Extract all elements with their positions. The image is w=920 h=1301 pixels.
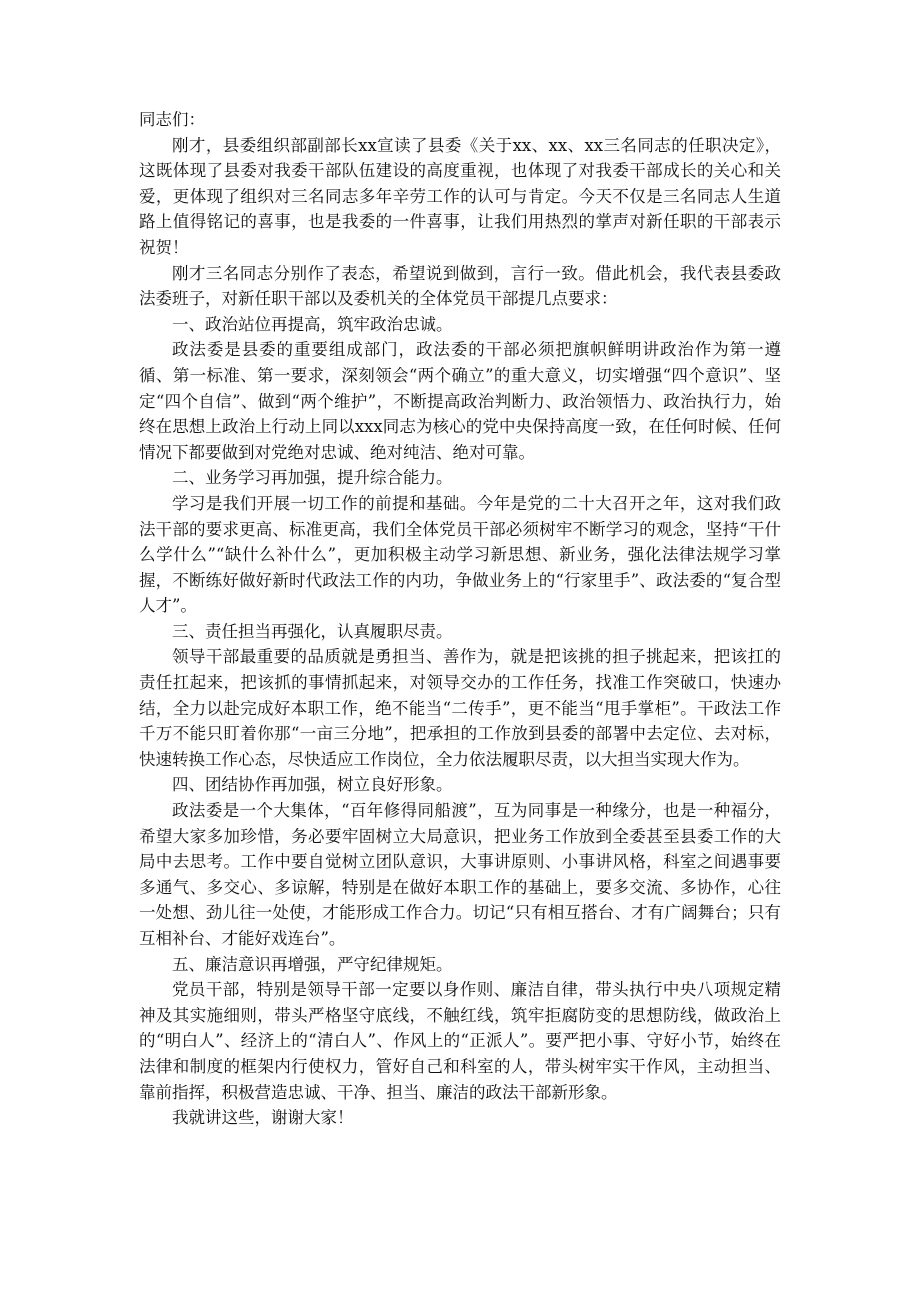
section-body-4: 政法委是一个大集体，“百年修得同船渡”，互为同事是一种缘分，也是一种福分，希望大家多加珍惜，务必要牢固树立大局意识，把业务工作放到全委甚至县委工作的大局中去思考。工作中要自觉树立团队意识，大事讲原则、小事讲风格，科室之间遇事要多通气、多交心、多谅解，特别是在做好本职工作的基础上，要多交流、多协作，心往一处想、劲儿往一处使，才能形成工作合力。切记“只有相互搭台、才有广阔舞台；只有互相补台、才能好戏连台”。	[139, 801, 781, 948]
section-body-3: 领导干部最重要的品质就是勇担当、善作为，就是把该挑的担子挑起来，把该扛的责任扛起来，把该抓的事情抓起来，对领导交办的工作任务，找准工作突破口，快速办结，全力以赴完成好本职工作，绝不能当“二传手”，更不能当“甩手掌柜”。干政法工作千万不能只盯着你那“一亩三分地”，把承担的工作放到县委的部署中去定位、去对标，快速转换工作心态，尽快适应工作岗位，全力依法履职尽责，以大担当实现大作为。	[139, 647, 781, 769]
section-heading-5: 五、廉洁意识再增强，严守纪律规矩。	[172, 954, 453, 974]
salutation: 同志们：	[139, 110, 205, 129]
section-body-1: 政法委是县委的重要组成部门，政法委的干部必须把旗帜鲜明讲政治作为第一遵循、第一标准、第一要求，深刻领会“两个确立”的重大意义，切实增强“四个意识”、坚定“四个自信”、做到“两个维护”，不断提高政治判断力、政治领悟力、政治执行力，始终在思想上政治上行动上同以xxx同志为核心的党中央保持高度一致，在任何时候、任何情况下都要做到对党绝对忠诚、绝对纯洁、绝对可靠。	[139, 340, 781, 462]
section-body-2: 学习是我们开展一切工作的前提和基础。今年是党的二十大召开之年，这对我们政法干部的要求更高、标准更高，我们全体党员干部必须树牢不断学习的观念，坚持“干什么学什么”“缺什么补什么”，更加积极主动学习新思想、新业务，强化法律法规学习掌握，不断练好做好新时代政法工作的内功，争做业务上的“行家里手”、政法委的“复合型人才”。	[139, 493, 781, 616]
section-heading-2: 二、业务学习再加强，提升综合能力。	[172, 468, 453, 488]
section-heading-4: 四、团结协作再加强，树立良好形象。	[172, 775, 453, 795]
section-heading-1: 一、政治站位再提高，筑牢政治忠诚。	[172, 314, 453, 334]
section-heading-3: 三、责任担当再强化，认真履职尽责。	[172, 621, 453, 641]
section-body-5: 党员干部，特别是领导干部一定要以身作则、廉洁自律，带头执行中央八项规定精神及其实施细则，带头严格坚守底线，不触红线，筑牢拒腐防变的思想防线，做政治上的“明白人”、经济上的“清白人”、作风上的“正派人”。要严把小事、守好小节，始终在法律和制度的框架内行使权力，管好自己和科室的人，带头树牢实干作风，主动担当、靠前指挥，积极营造忠诚、干净、担当、廉洁的政法干部新形象。	[139, 980, 781, 1102]
paragraph-requirements-intro: 刚才三名同志分别作了表态，希望说到做到，言行一致。借此机会，我代表县委政法委班子，对新任职干部以及委机关的全体党员干部提几点要求：	[139, 263, 781, 309]
closing-remark: 我就讲这些，谢谢大家！	[172, 1108, 354, 1128]
speech-document	[139, 107, 781, 1131]
paragraph-opening: 刚才，县委组织部副部长xx宣读了县委《关于xx、xx、xx三名同志的任职决定》，这既体现了县委对我委干部队伍建设的高度重视，也体现了对我委干部成长的关心和关爱，更体现了组织对三名同志多年辛劳工作的认可与肯定。今天不仅是三名同志人生道路上值得铭记的喜事，也是我委的一件喜事，让我们用热烈的掌声对新任职的干部表示祝贺！	[139, 135, 781, 257]
